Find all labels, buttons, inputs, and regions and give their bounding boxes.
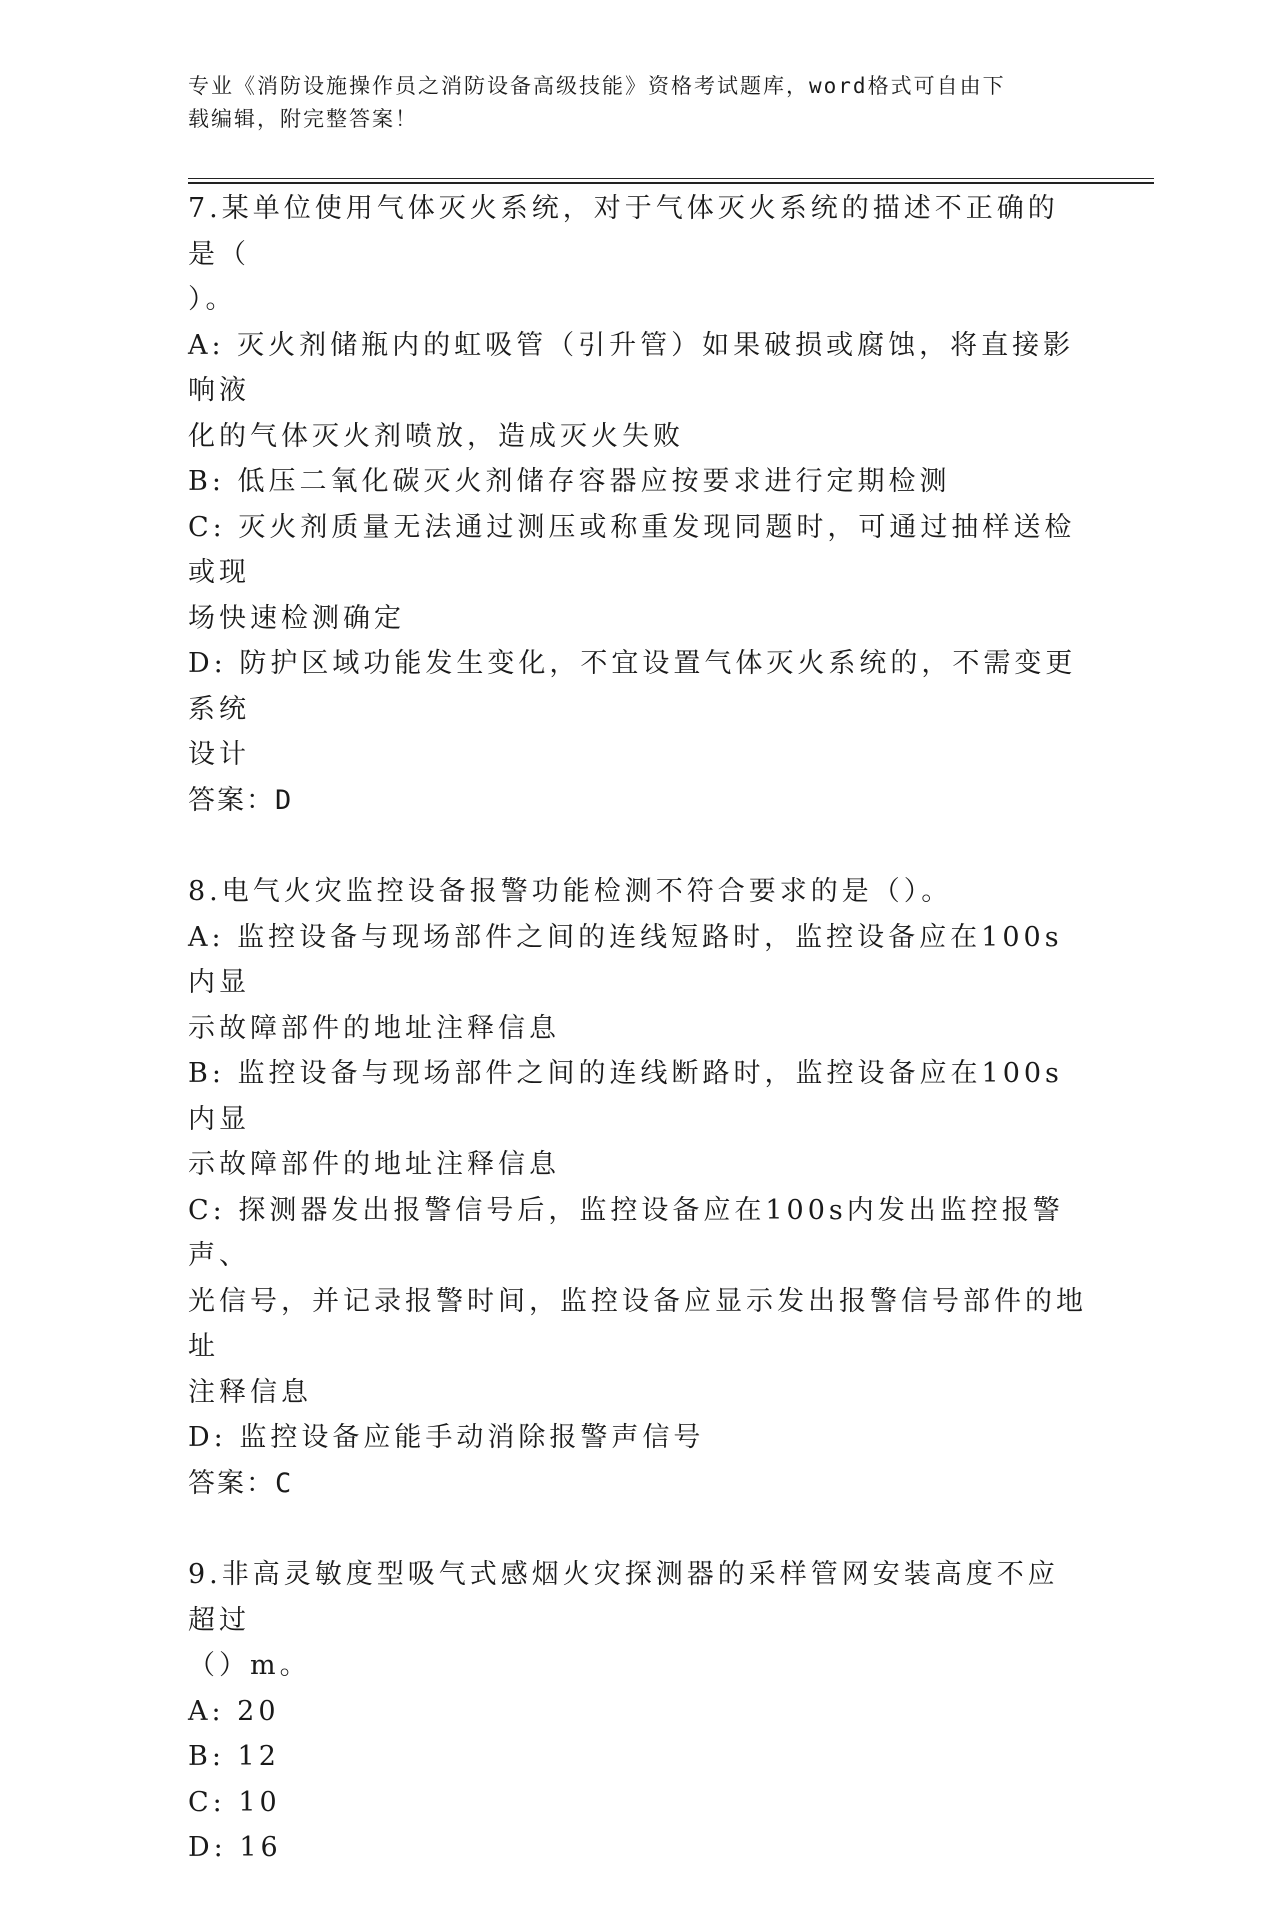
- option-d: D: 16: [188, 1832, 282, 1863]
- question-stem: 8.电气火灾监控设备报警功能检测不符合要求的是（）。: [188, 876, 953, 907]
- question-stem: 7.某单位使用气体灭火系统，对于气体灭火系统的描述不正确的是（: [188, 193, 1059, 270]
- option-b: B: 12: [188, 1741, 280, 1772]
- question-stem-cont: ）。: [188, 284, 237, 315]
- option-c: C: 灭火剂质量无法通过测压或称重发现同题时，可通过抽样送检或现: [188, 511, 1076, 588]
- option-c-cont: 场快速检测确定: [188, 602, 405, 634]
- header-line-1: 专业《消防设施操作员之消防设备高级技能》资格考试题库，word格式可自由下: [188, 74, 1006, 98]
- question-7: [188, 186, 1088, 823]
- option-d: D: 监控设备应能手动消除报警声信号: [188, 1422, 705, 1453]
- option-c: C: 10: [188, 1786, 281, 1818]
- option-a: A: 灭火剂储瓶内的虹吸管（引升管）如果破损或腐蚀，将直接影响液: [188, 329, 1075, 406]
- answer: 答案：C: [188, 1467, 294, 1499]
- question-stem-cont: （）m。: [188, 1650, 311, 1681]
- option-b-cont: 示故障部件的地址注释信息: [188, 1149, 560, 1180]
- document-header: [188, 70, 1068, 136]
- header-divider-thin: [188, 178, 1154, 179]
- option-c: C: 探测器发出报警信号后，监控设备应在100s内发出监控报警声、: [188, 1194, 1064, 1271]
- question-9: [188, 1552, 1088, 1871]
- question-stem: 9.非高灵敏度型吸气式感烟火灾探测器的采样管网安装高度不应超过: [188, 1559, 1059, 1636]
- option-d-cont: 设计: [188, 739, 250, 770]
- answer: 答案：D: [188, 784, 294, 816]
- option-b: B: 低压二氧化碳灭火剂储存容器应按要求进行定期检测: [188, 466, 951, 497]
- option-b: B: 监控设备与现场部件之间的连线断路时，监控设备应在100s内显: [188, 1058, 1063, 1135]
- option-a-cont: 化的气体灭火剂喷放，造成灭火失败: [188, 420, 684, 452]
- header-divider-thick: [188, 182, 1154, 184]
- question-8: [188, 869, 1088, 1506]
- option-a: A: 监控设备与现场部件之间的连线短路时，监控设备应在100s内显: [188, 921, 1063, 998]
- option-a-cont: 示故障部件的地址注释信息: [188, 1012, 560, 1044]
- option-c-cont-2: 注释信息: [188, 1376, 312, 1408]
- header-line-2: 载编辑，附完整答案！: [188, 107, 418, 131]
- option-c-cont: 光信号，并记录报警时间，监控设备应显示发出报警信号部件的地址: [188, 1285, 1087, 1362]
- option-d: D: 防护区域功能发生变化，不宜设置气体灭火系统的，不需变更系统: [188, 648, 1077, 725]
- option-a: A: 20: [188, 1695, 280, 1727]
- question-list: [188, 186, 1088, 1917]
